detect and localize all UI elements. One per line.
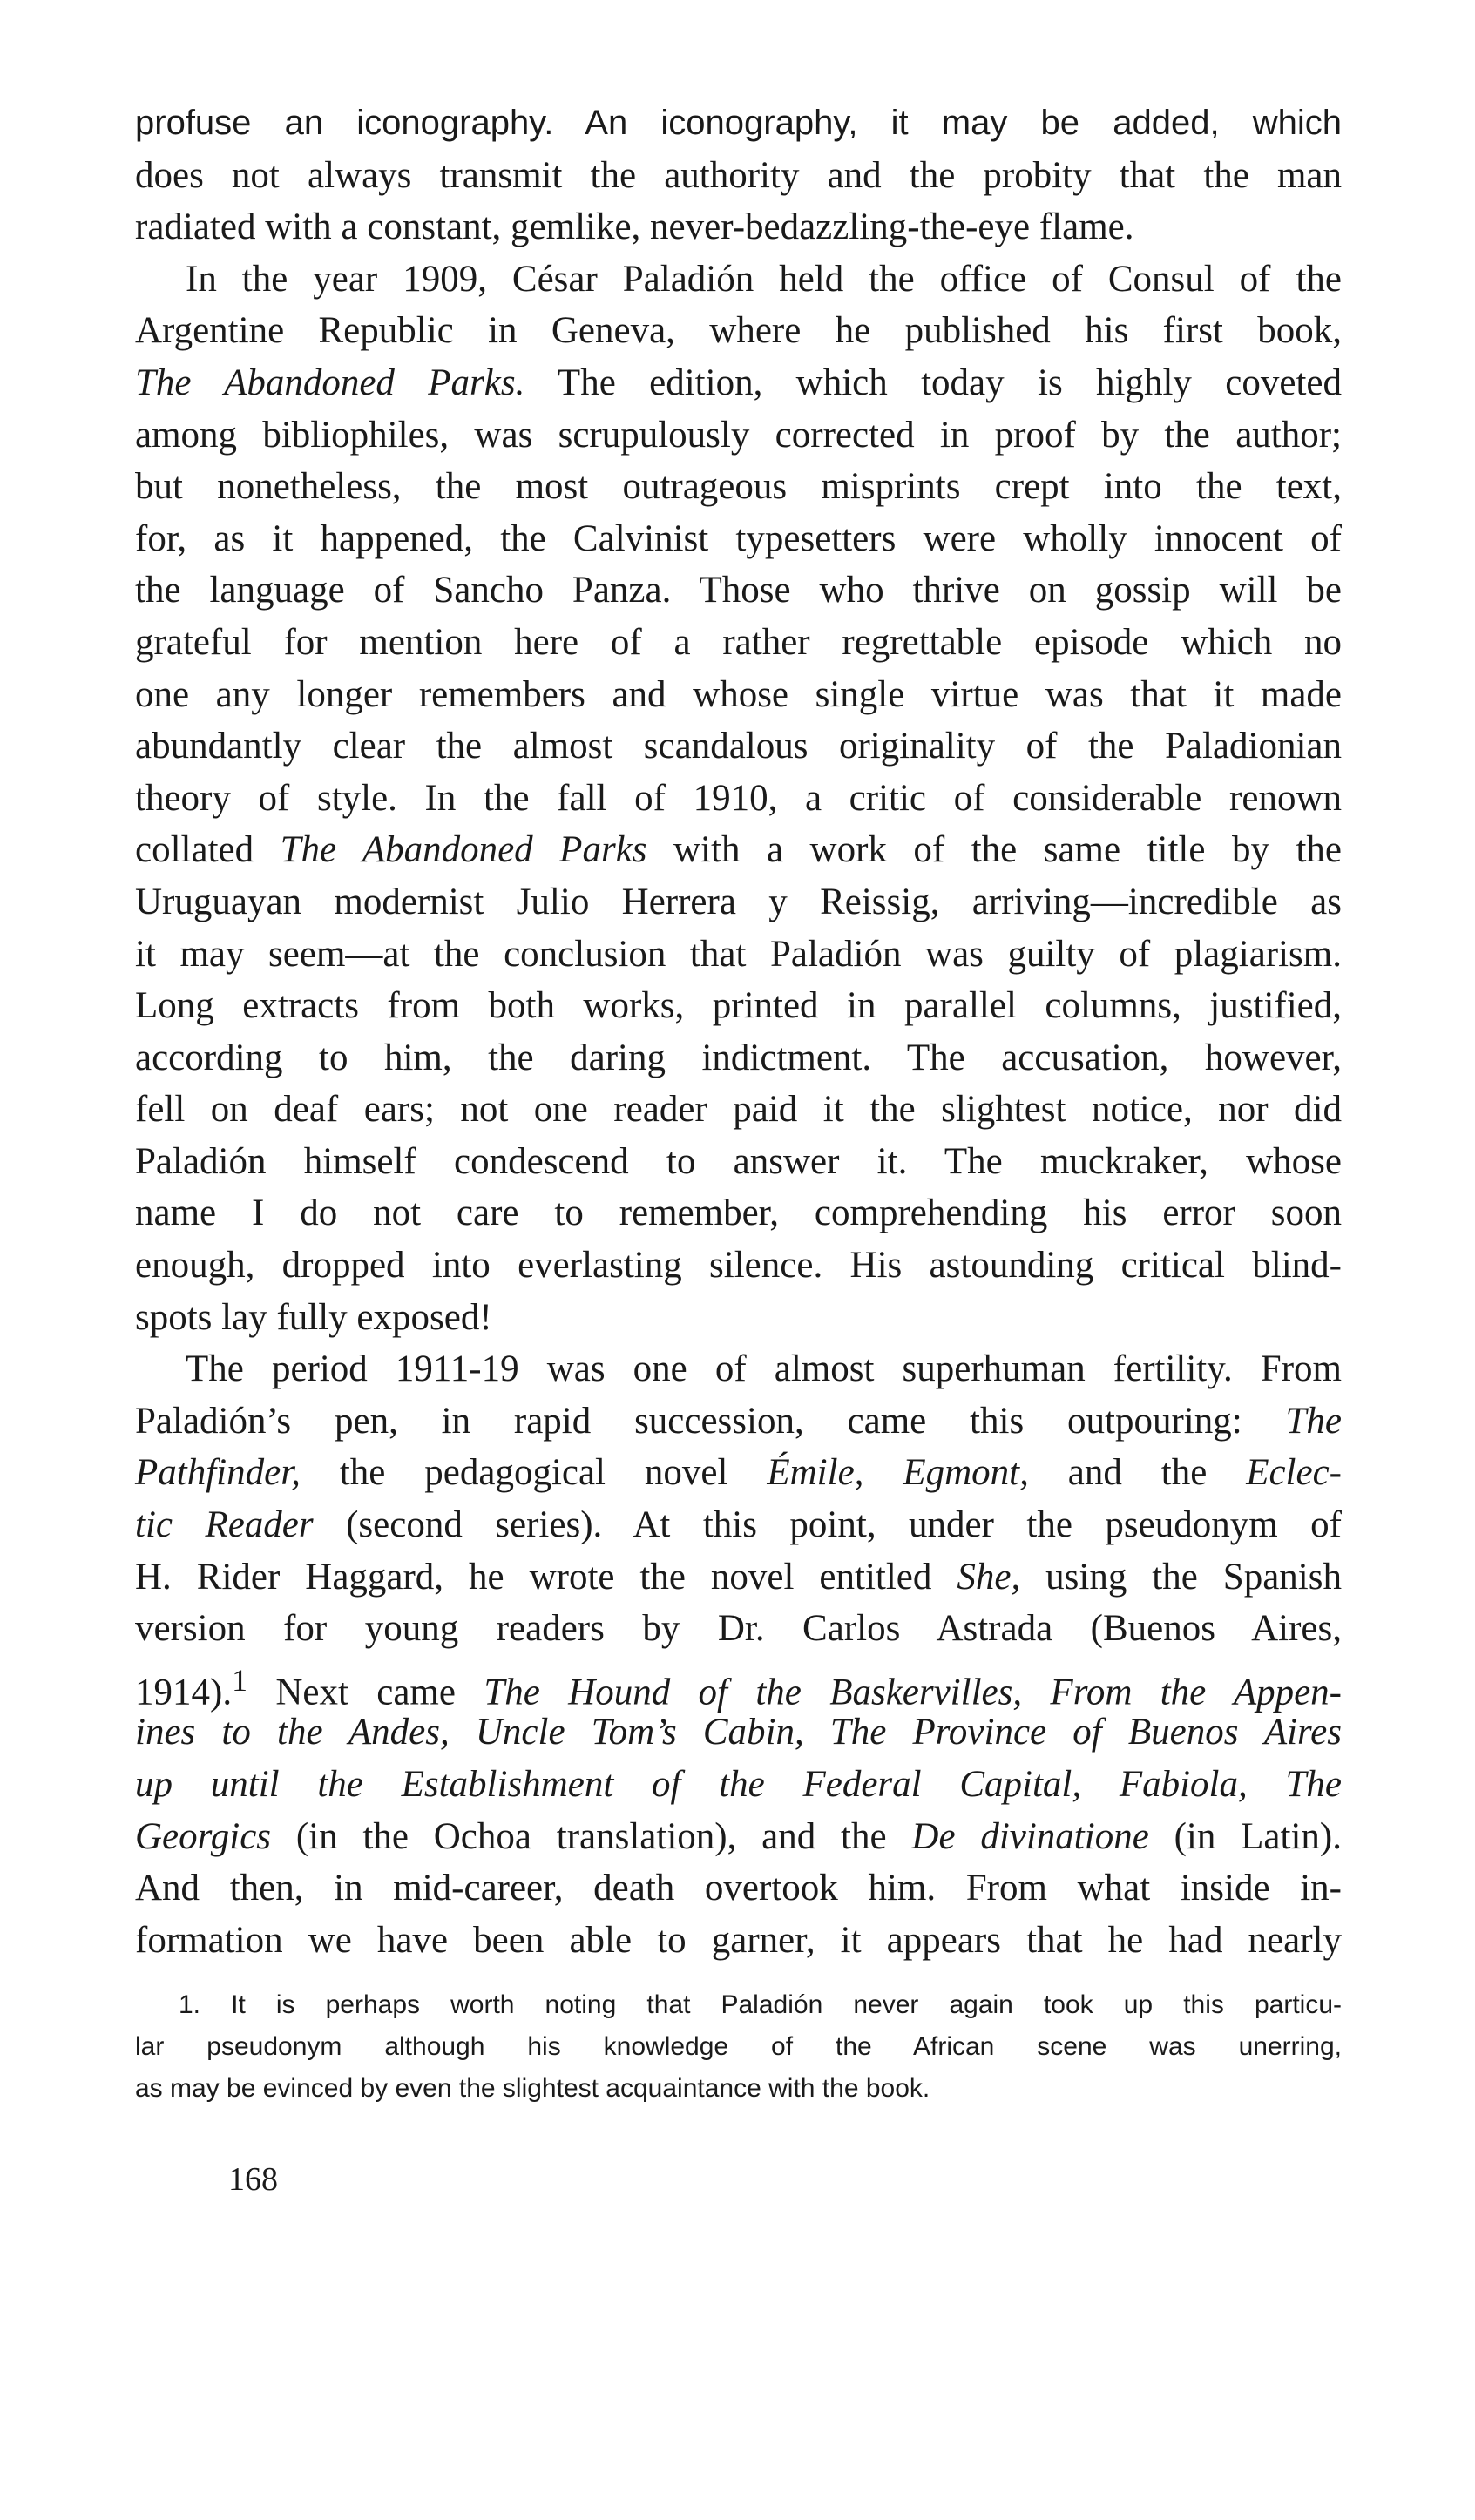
text-line: enough, dropped into everlasting silence. His astounding critical blind-	[135, 1245, 1342, 1287]
text-line: The period 1911-19 was one of almost superhuman fertility. From	[186, 1348, 1342, 1390]
text-line: profuse an iconography. An iconography, it may be added, which	[135, 104, 1342, 142]
text-line: H. Rider Haggard, he wrote the novel entitled She, using the Spanish	[135, 1556, 1342, 1598]
text-line: version for young readers by Dr. Carlos Astrada (Buenos Aires,	[135, 1608, 1342, 1650]
text-line: one any longer remembers and whose single virtue was that it made	[135, 673, 1342, 715]
text-line: Paladión’s pen, in rapid succession, came this outpouring: The	[135, 1400, 1342, 1442]
text-line: it may seem—at the conclusion that Paladión was guilty of plagiarism.	[135, 933, 1342, 975]
text-line: In the year 1909, César Paladión held the office of Consul of the	[186, 258, 1342, 300]
text-line: radiated with a constant, gemlike, never-bedazzling-the-eye flame.	[135, 206, 1134, 248]
text-line: The Abandoned Parks. The edition, which today is highly coveted	[135, 361, 1342, 403]
text-line: 1914).$^1$ Next came The Hound of the Baskervilles, From the Appen-	[135, 1662, 1342, 1713]
text-line: collated The Abandoned Parks with a work of the same title by the	[135, 829, 1342, 871]
text-line: And then, in mid-career, death overtook him. From what inside in-	[135, 1868, 1342, 1909]
text-line: Argentine Republic in Geneva, where he published his first book,	[135, 310, 1342, 352]
text-line: the language of Sancho Panza. Those who thrive on gossip will be	[135, 570, 1342, 611]
text-line: Paladión himself condescend to answer it. The muckraker, whose	[135, 1140, 1342, 1182]
text-line: Uruguayan modernist Julio Herrera y Reissig, arriving—incredible as	[135, 881, 1342, 922]
text-line: among bibliophiles, was scrupulously corrected in proof by the author;	[135, 414, 1342, 456]
text-line: grateful for mention here of a rather regrettable episode which no	[135, 621, 1342, 663]
text-line: does not always transmit the authority and the probity that the man	[135, 154, 1342, 196]
text-line: formation we have been able to garner, it appears that he had nearly	[135, 1919, 1342, 1961]
text-line: for, as it happened, the Calvinist typesetters were wholly innocent of	[135, 517, 1342, 559]
text-line: Georgics (in the Ochoa translation), and the De divinatione (in Latin).	[135, 1815, 1342, 1857]
text-line: but nonetheless, the most outrageous misprints crept into the text,	[135, 466, 1342, 508]
text-line: tic Reader (second series). At this point, under the pseudonym of	[135, 1504, 1342, 1546]
text-line: ines to the Andes, Uncle Tom’s Cabin, The Province of Buenos Aires	[135, 1712, 1342, 1753]
text-line: Long extracts from both works, printed in parallel columns, justified,	[135, 985, 1342, 1027]
page-number: 168	[228, 2161, 278, 2198]
text-line: fell on deaf ears; not one reader paid it the slightest notice, nor did	[135, 1089, 1342, 1131]
text-line: name I do not care to remember, comprehending his error soon	[135, 1192, 1342, 1234]
footnote	[135, 1984, 1342, 2110]
footnote-line: as may be evinced by even the slightest acquaintance with the book.	[135, 2074, 930, 2103]
text-line: abundantly clear the almost scandalous originality of the Paladionian	[135, 726, 1342, 767]
text-line: Pathfinder, the pedagogical novel Émile, Egmont, and the Eclec-	[135, 1452, 1342, 1494]
text-line: spots lay fully exposed!	[135, 1296, 492, 1338]
body-text	[135, 98, 1342, 1966]
text-line: theory of style. In the fall of 1910, a critic of considerable renown	[135, 777, 1342, 819]
text-line: according to him, the daring indictment. The accusation, however,	[135, 1037, 1342, 1078]
footnote-line: lar pseudonym although his knowledge of the African scene was unerring,	[135, 2032, 1342, 2061]
text-line: up until the Establishment of the Federal Capital, Fabiola, The	[135, 1764, 1342, 1805]
footnote-line: 1. It is perhaps worth noting that Paladión never again took up this particu-	[179, 1990, 1342, 2019]
